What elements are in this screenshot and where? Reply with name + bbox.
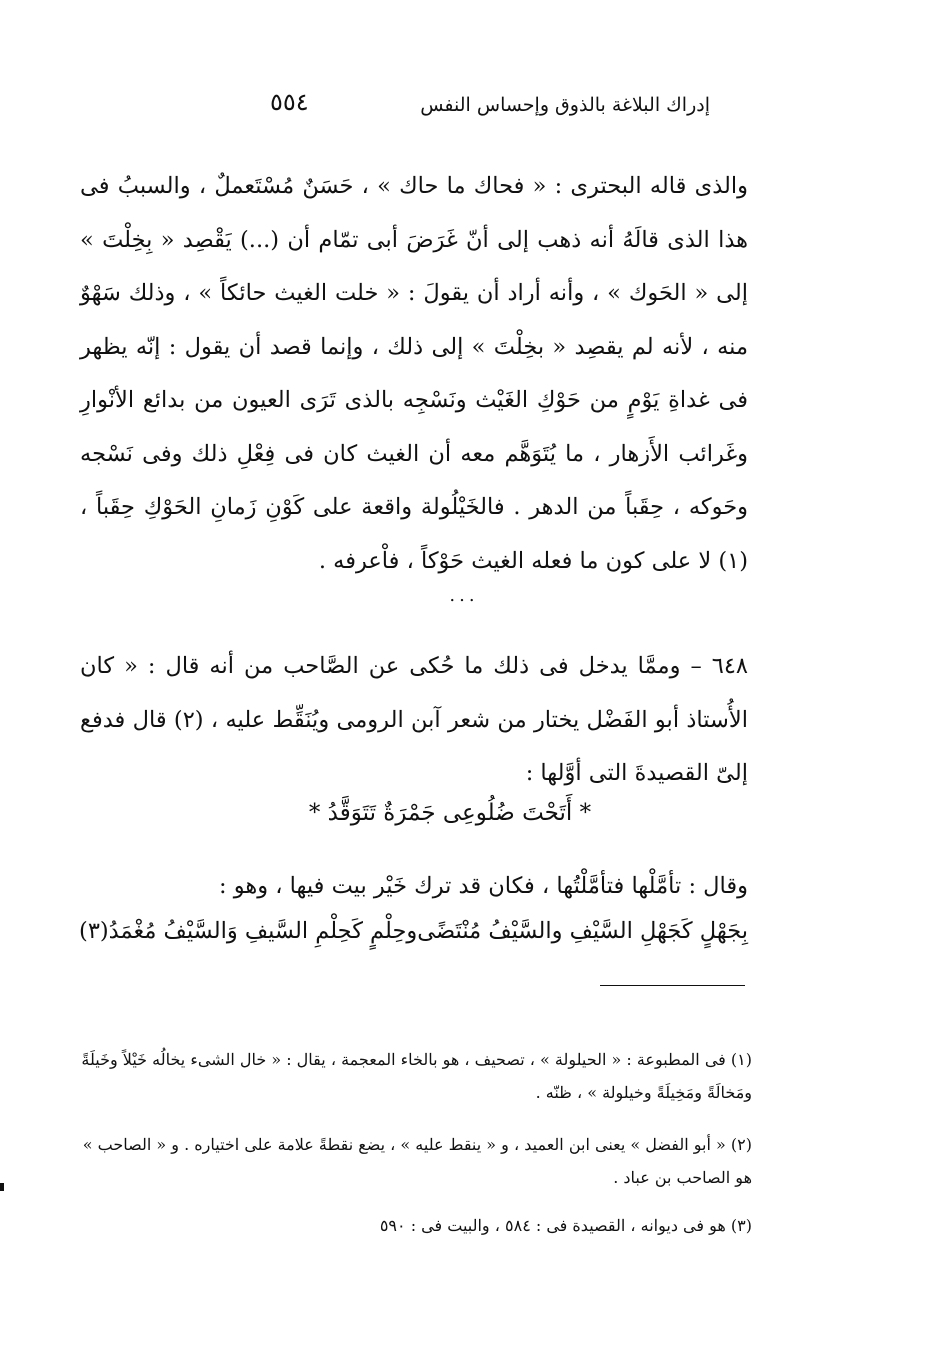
footnote-2: (٢) « أبو الفضل » يعنى ابن العميد ، و « ينقط عليه » ، يضع نقطةً علامة على اختياره . و « الصاحب » هو الصاحب بن عباد . (82, 1135, 752, 1187)
poem-couplet (80, 918, 748, 944)
page-number: ٥٥٤ (270, 88, 309, 116)
couplet-first-hemistich: بِجَهْلٍ كَجَهْلِ السَّيْفِ والسَّيْفُ مُنْتَضًى (417, 918, 748, 944)
section-separator: ... (449, 585, 479, 606)
footnote-3: (٣) هو فى ديوانه ، القصيدة فى : ٥٨٤ ، والبيت فى : ٥٩٠ (379, 1216, 752, 1235)
paragraph-sahib-said: وقال : تأمَّلْها فتأمَّلْتُها ، فكان قد ترك خَيْر بيت فيها ، وهو : (219, 873, 748, 899)
running-title: إدراك البلاغة بالذوق وإحساس النفس (420, 94, 710, 116)
paragraph-buhturi: والذى قاله البحترى : « فحاك ما حاك » ، حَسَنٌ مُسْتَعملٌ ، والسببُ فى هذا الذى قالَهُ أنه ذهب إلى أنّ غَرَضَ أبى تمّام أن (...) يَقْصِد « بِخِلْتَ » إلى « الحَوك » ، وأنه أراد أن يقولَ : « خلت الغيث حائكاً » ، وذلك سَهْوٌ منه ، لأنه لم يقصِد « بخِلْتَ » إلى ذلك ، وإنما قصد أن يقول : إنّه يظهر فى غداةِ يَوْمٍ من حَوْكِ الغَيْث ونَسْجِه بالذى تَرَى العيون من بدائع الأنْوارِ وغَرائب الأَزهار ، ما يُتَوَهَّم معه أن الغيث كان فى فِعْلِ ذلك وفى نَسْجه وحَوكه ، حِقَباً من الدهر . فالخَيْلُولة واقعة على كَوْنِ زَمانِ الحَوْكِ حِقَباً ، (١) لا على كون ما فعله الغيث حَوْكاً ، فاْعرفه . (80, 173, 748, 574)
couplet-second-hemistich: وحِلْمٍ كَحِلْمِ السَّيفِ وَالسَّيْفُ مُغْمَدُ(٣) (79, 918, 418, 944)
paragraph-648: ٦٤٨ – وممَّا يدخل فى ذلك ما حُكى عن الصَّاحب من أنه قال : « كان الأُستاذ أبو الفَضْل يختار من شعر آبن الرومى ويُنَقِّط عليه ، (٢) قال فدفع إلىّ القصيدةَ التى أوَّلها : (80, 653, 748, 786)
poem-first-hemistich: * أَتَحْتَ ضُلُوعِى جَمْرَةٌ تَتَوَقَّدُ * (308, 800, 592, 826)
scan-edge-mark (0, 1183, 4, 1191)
footnote-divider (600, 985, 745, 986)
footnote-1: (١) فى المطبوعة : « الحيلولة » ، تصحيف ، هو بالخاء المعجمة ، يقال : « خال الشىء يخالُه خَيْلاً وخَيلَةً ومَخالَةً ومَخِيلَةً وخيلولة » ، ظنّه . (81, 1050, 752, 1102)
page-header (270, 88, 710, 128)
